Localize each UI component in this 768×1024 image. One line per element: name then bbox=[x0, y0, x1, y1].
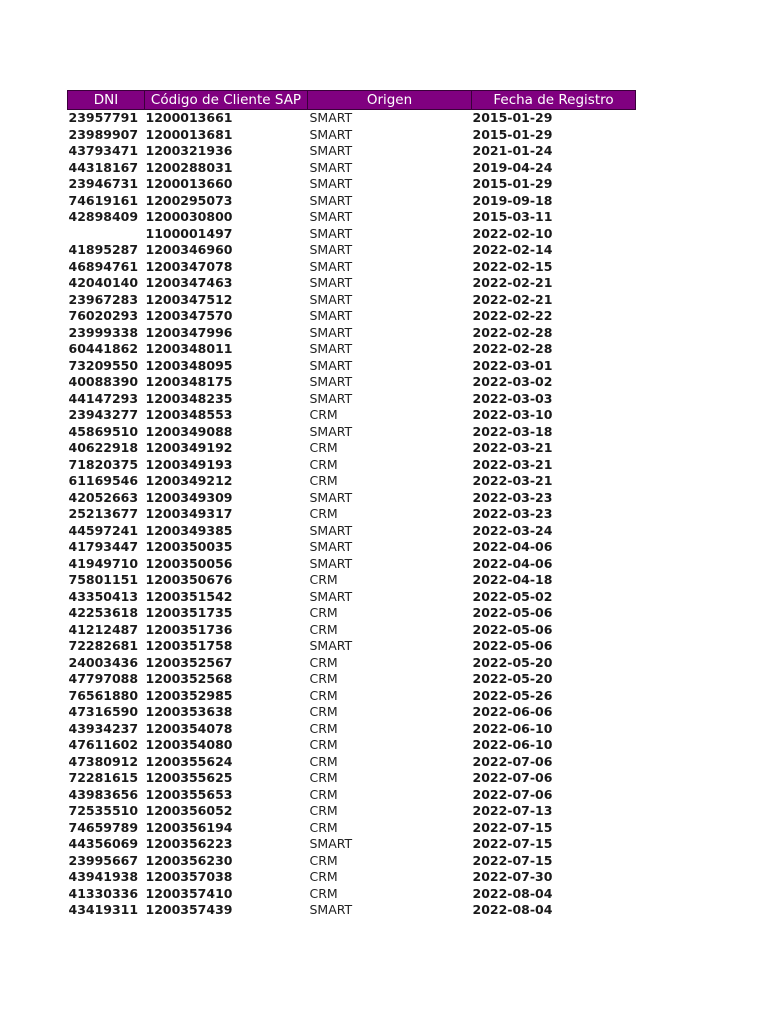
cell-codigo-cliente-sap: 1200352985 bbox=[145, 687, 233, 703]
cell-origen: CRM bbox=[309, 671, 338, 686]
cell-origen: CRM bbox=[309, 720, 338, 736]
cell-dni: 42052663 bbox=[68, 489, 139, 505]
cell-origen: SMART bbox=[309, 357, 353, 373]
cell-dni: 23989907 bbox=[68, 126, 139, 142]
cell-codigo-cliente-sap: 1200350676 bbox=[145, 572, 233, 587]
cell-dni: 43350413 bbox=[68, 588, 139, 604]
cell-origen: SMART bbox=[309, 126, 353, 142]
cell-codigo-cliente-sap: 1200349309 bbox=[145, 489, 233, 505]
cell-codigo-cliente-sap: 1200352568 bbox=[145, 671, 233, 686]
table-row bbox=[68, 770, 636, 787]
cell-codigo-cliente-sap: 1200349088 bbox=[145, 423, 233, 439]
cell-fecha-registro: 2022-05-06 bbox=[472, 638, 553, 653]
client-table bbox=[67, 90, 636, 919]
cell-dni: 74659789 bbox=[68, 819, 139, 835]
column-header-origen: Origen bbox=[308, 91, 472, 110]
cell-dni: 40622918 bbox=[68, 440, 139, 455]
cell-fecha-registro: 2022-05-20 bbox=[472, 654, 553, 670]
cell-fecha-registro: 2022-03-21 bbox=[472, 440, 553, 455]
cell-fecha-registro: 2022-03-23 bbox=[472, 489, 553, 505]
cell-origen: CRM bbox=[309, 621, 338, 637]
cell-origen: SMART bbox=[309, 489, 353, 505]
cell-codigo-cliente-sap: 1200346960 bbox=[145, 242, 233, 257]
cell-dni: 72281615 bbox=[68, 770, 139, 785]
cell-fecha-registro: 2022-07-13 bbox=[472, 803, 553, 818]
cell-dni: 44318167 bbox=[68, 159, 139, 175]
table-row bbox=[68, 176, 636, 193]
cell-fecha-registro: 2022-03-18 bbox=[472, 423, 553, 439]
cell-codigo-cliente-sap: 1200353638 bbox=[145, 704, 233, 719]
cell-fecha-registro: 2015-01-29 bbox=[472, 110, 553, 125]
cell-origen: SMART bbox=[309, 902, 353, 917]
cell-fecha-registro: 2022-07-06 bbox=[472, 753, 553, 769]
cell-codigo-cliente-sap: 1200348553 bbox=[145, 407, 233, 422]
table-row bbox=[68, 292, 636, 309]
table-row bbox=[68, 589, 636, 606]
cell-dni: 43941938 bbox=[68, 869, 139, 884]
cell-origen: SMART bbox=[309, 522, 353, 538]
cell-fecha-registro: 2022-02-14 bbox=[472, 242, 553, 257]
cell-fecha-registro: 2022-02-22 bbox=[472, 308, 553, 323]
table-row bbox=[68, 143, 636, 160]
table-row bbox=[68, 226, 636, 243]
cell-fecha-registro: 2022-02-21 bbox=[472, 291, 553, 307]
table-row bbox=[68, 110, 636, 127]
cell-fecha-registro: 2022-03-03 bbox=[472, 390, 553, 406]
cell-dni: 43419311 bbox=[68, 902, 139, 917]
cell-fecha-registro: 2022-03-23 bbox=[472, 506, 553, 521]
cell-dni: 43934237 bbox=[68, 720, 139, 736]
cell-fecha-registro: 2022-07-06 bbox=[472, 786, 553, 802]
cell-dni: 23946731 bbox=[68, 176, 139, 191]
column-header-dni: DNI bbox=[68, 91, 145, 110]
table-row bbox=[68, 902, 636, 919]
cell-dni: 43983656 bbox=[68, 786, 139, 802]
cell-origen: SMART bbox=[309, 209, 353, 224]
cell-dni: 71820375 bbox=[68, 456, 139, 472]
cell-dni: 76020293 bbox=[68, 308, 139, 323]
table-row bbox=[68, 308, 636, 325]
table-body bbox=[68, 110, 636, 919]
cell-origen: SMART bbox=[309, 638, 353, 653]
cell-codigo-cliente-sap: 1200347078 bbox=[145, 258, 233, 274]
cell-dni: 23967283 bbox=[68, 291, 139, 307]
cell-dni: 60441862 bbox=[68, 341, 139, 356]
cell-codigo-cliente-sap: 1200013681 bbox=[145, 126, 233, 142]
table-header bbox=[68, 91, 636, 110]
table-row bbox=[68, 209, 636, 226]
cell-dni: 41895287 bbox=[68, 242, 139, 257]
cell-origen: SMART bbox=[309, 275, 353, 290]
cell-origen: CRM bbox=[309, 456, 338, 472]
cell-fecha-registro: 2019-09-18 bbox=[472, 192, 553, 208]
cell-codigo-cliente-sap: 1200348175 bbox=[145, 374, 233, 389]
cell-origen: SMART bbox=[309, 390, 353, 406]
cell-origen: SMART bbox=[309, 539, 353, 554]
cell-dni: 41949710 bbox=[68, 555, 139, 571]
header-row bbox=[68, 91, 636, 110]
cell-fecha-registro: 2022-03-02 bbox=[472, 374, 553, 389]
cell-fecha-registro: 2022-05-26 bbox=[472, 687, 553, 703]
cell-codigo-cliente-sap: 1200354078 bbox=[145, 720, 233, 736]
cell-codigo-cliente-sap: 1200356223 bbox=[145, 836, 233, 851]
cell-fecha-registro: 2015-01-29 bbox=[472, 176, 553, 191]
cell-codigo-cliente-sap: 1200354080 bbox=[145, 737, 233, 752]
cell-fecha-registro: 2022-06-06 bbox=[472, 704, 553, 719]
table-row bbox=[68, 671, 636, 688]
cell-codigo-cliente-sap: 1200351758 bbox=[145, 638, 233, 653]
cell-fecha-registro: 2022-07-30 bbox=[472, 869, 553, 884]
cell-dni: 74619161 bbox=[68, 192, 139, 208]
cell-fecha-registro: 2022-02-28 bbox=[472, 341, 553, 356]
cell-codigo-cliente-sap: 1200350056 bbox=[145, 555, 233, 571]
cell-codigo-cliente-sap: 1200355625 bbox=[145, 770, 233, 785]
table-row bbox=[68, 374, 636, 391]
table-row bbox=[68, 853, 636, 870]
cell-codigo-cliente-sap: 1200350035 bbox=[145, 539, 233, 554]
cell-origen: CRM bbox=[309, 852, 338, 868]
table-row bbox=[68, 473, 636, 490]
cell-dni: 42898409 bbox=[68, 209, 139, 224]
cell-dni: 23999338 bbox=[68, 324, 139, 340]
cell-codigo-cliente-sap: 1200357038 bbox=[145, 869, 233, 884]
cell-dni: 43793471 bbox=[68, 143, 139, 158]
cell-fecha-registro: 2022-07-15 bbox=[472, 836, 553, 851]
cell-fecha-registro: 2022-04-18 bbox=[472, 572, 553, 587]
cell-origen: CRM bbox=[309, 737, 338, 752]
cell-codigo-cliente-sap: 1200347570 bbox=[145, 308, 233, 323]
cell-origen: SMART bbox=[309, 159, 353, 175]
column-header-codigo-cliente-sap: Código de Cliente SAP bbox=[145, 91, 308, 110]
cell-codigo-cliente-sap: 1200356194 bbox=[145, 819, 233, 835]
cell-codigo-cliente-sap: 1200349192 bbox=[145, 440, 233, 455]
cell-origen: CRM bbox=[309, 885, 338, 901]
cell-fecha-registro: 2022-05-06 bbox=[472, 605, 553, 620]
cell-dni: 44597241 bbox=[68, 522, 139, 538]
table-row bbox=[68, 523, 636, 540]
table-row bbox=[68, 242, 636, 259]
cell-origen: CRM bbox=[309, 704, 338, 719]
table-row bbox=[68, 704, 636, 721]
table-row bbox=[68, 325, 636, 342]
table-row bbox=[68, 407, 636, 424]
cell-dni: 72282681 bbox=[68, 638, 139, 653]
cell-fecha-registro: 2022-02-28 bbox=[472, 324, 553, 340]
cell-origen: CRM bbox=[309, 869, 338, 884]
cell-origen: CRM bbox=[309, 803, 338, 818]
cell-origen: CRM bbox=[309, 687, 338, 703]
cell-codigo-cliente-sap: 1200348095 bbox=[145, 357, 233, 373]
cell-origen: CRM bbox=[309, 819, 338, 835]
table-row bbox=[68, 490, 636, 507]
cell-fecha-registro: 2019-04-24 bbox=[472, 159, 553, 175]
table-row bbox=[68, 688, 636, 705]
cell-origen: CRM bbox=[309, 770, 338, 785]
cell-codigo-cliente-sap: 1200351542 bbox=[145, 588, 233, 604]
cell-codigo-cliente-sap: 1200356230 bbox=[145, 852, 233, 868]
cell-dni: 72535510 bbox=[68, 803, 139, 818]
cell-dni: 41330336 bbox=[68, 885, 139, 901]
cell-fecha-registro: 2022-07-15 bbox=[472, 852, 553, 868]
cell-origen: SMART bbox=[309, 242, 353, 257]
cell-codigo-cliente-sap: 1100001497 bbox=[145, 225, 233, 241]
table-row bbox=[68, 605, 636, 622]
cell-fecha-registro: 2022-03-01 bbox=[472, 357, 553, 373]
cell-fecha-registro: 2022-07-06 bbox=[472, 770, 553, 785]
table-row bbox=[68, 820, 636, 837]
cell-origen: SMART bbox=[309, 291, 353, 307]
column-header-fecha-registro: Fecha de Registro bbox=[472, 91, 636, 110]
cell-codigo-cliente-sap: 1200349317 bbox=[145, 506, 233, 521]
cell-codigo-cliente-sap: 1200349193 bbox=[145, 456, 233, 472]
cell-fecha-registro: 2022-02-10 bbox=[472, 225, 553, 241]
cell-origen: SMART bbox=[309, 143, 353, 158]
cell-fecha-registro: 2022-04-06 bbox=[472, 555, 553, 571]
table-row bbox=[68, 457, 636, 474]
cell-codigo-cliente-sap: 1200355653 bbox=[145, 786, 233, 802]
cell-dni: 61169546 bbox=[68, 473, 139, 488]
cell-origen: CRM bbox=[309, 440, 338, 455]
cell-origen: SMART bbox=[309, 836, 353, 851]
cell-fecha-registro: 2022-08-04 bbox=[472, 885, 553, 901]
table-row bbox=[68, 556, 636, 573]
cell-codigo-cliente-sap: 1200357439 bbox=[145, 902, 233, 917]
table-row bbox=[68, 754, 636, 771]
cell-origen: SMART bbox=[309, 225, 353, 241]
cell-codigo-cliente-sap: 1200351736 bbox=[145, 621, 233, 637]
cell-codigo-cliente-sap: 1200352567 bbox=[145, 654, 233, 670]
table-row bbox=[68, 622, 636, 639]
cell-origen: SMART bbox=[309, 374, 353, 389]
cell-origen: CRM bbox=[309, 572, 338, 587]
cell-fecha-registro: 2022-02-21 bbox=[472, 275, 553, 290]
table-row bbox=[68, 803, 636, 820]
cell-origen: SMART bbox=[309, 192, 353, 208]
cell-dni: 23957791 bbox=[68, 110, 139, 125]
cell-codigo-cliente-sap: 1200349385 bbox=[145, 522, 233, 538]
cell-dni: 41212487 bbox=[68, 621, 139, 637]
cell-codigo-cliente-sap: 1200356052 bbox=[145, 803, 233, 818]
cell-origen: SMART bbox=[309, 110, 353, 125]
cell-codigo-cliente-sap: 1200351735 bbox=[145, 605, 233, 620]
cell-fecha-registro: 2022-06-10 bbox=[472, 720, 553, 736]
cell-origen: CRM bbox=[309, 654, 338, 670]
cell-fecha-registro: 2022-03-21 bbox=[472, 473, 553, 488]
cell-dni: 25213677 bbox=[68, 506, 139, 521]
cell-origen: SMART bbox=[309, 588, 353, 604]
cell-origen: SMART bbox=[309, 176, 353, 191]
cell-origen: SMART bbox=[309, 258, 353, 274]
table-row bbox=[68, 424, 636, 441]
table-row bbox=[68, 869, 636, 886]
cell-origen: CRM bbox=[309, 786, 338, 802]
cell-origen: CRM bbox=[309, 605, 338, 620]
table-row bbox=[68, 886, 636, 903]
cell-dni: 75801151 bbox=[68, 572, 139, 587]
cell-fecha-registro: 2022-05-02 bbox=[472, 588, 553, 604]
cell-fecha-registro: 2022-07-15 bbox=[472, 819, 553, 835]
cell-dni: 23943277 bbox=[68, 407, 139, 422]
cell-origen: CRM bbox=[309, 753, 338, 769]
cell-dni: 23995667 bbox=[68, 852, 139, 868]
cell-origen: SMART bbox=[309, 308, 353, 323]
cell-origen: CRM bbox=[309, 506, 338, 521]
cell-codigo-cliente-sap: 1200357410 bbox=[145, 885, 233, 901]
cell-codigo-cliente-sap: 1200349212 bbox=[145, 473, 233, 488]
table-row bbox=[68, 341, 636, 358]
table-row bbox=[68, 391, 636, 408]
cell-dni: 47316590 bbox=[68, 704, 139, 719]
cell-codigo-cliente-sap: 1200347512 bbox=[145, 291, 233, 307]
table-row bbox=[68, 721, 636, 738]
cell-fecha-registro: 2022-04-06 bbox=[472, 539, 553, 554]
cell-codigo-cliente-sap: 1200348011 bbox=[145, 341, 233, 356]
cell-codigo-cliente-sap: 1200288031 bbox=[145, 159, 233, 175]
cell-fecha-registro: 2022-02-15 bbox=[472, 258, 553, 274]
table-row bbox=[68, 572, 636, 589]
cell-dni: 44356069 bbox=[68, 836, 139, 851]
cell-fecha-registro: 2022-08-04 bbox=[472, 902, 553, 917]
table-row bbox=[68, 193, 636, 210]
cell-fecha-registro: 2021-01-24 bbox=[472, 143, 553, 158]
cell-fecha-registro: 2022-05-06 bbox=[472, 621, 553, 637]
cell-dni: 73209550 bbox=[68, 357, 139, 373]
cell-dni: 40088390 bbox=[68, 374, 139, 389]
cell-origen: SMART bbox=[309, 324, 353, 340]
cell-fecha-registro: 2022-03-21 bbox=[472, 456, 553, 472]
cell-dni: 44147293 bbox=[68, 390, 139, 406]
cell-codigo-cliente-sap: 1200347463 bbox=[145, 275, 233, 290]
cell-codigo-cliente-sap: 1200013660 bbox=[145, 176, 233, 191]
cell-fecha-registro: 2022-03-24 bbox=[472, 522, 553, 538]
cell-codigo-cliente-sap: 1200030800 bbox=[145, 209, 233, 224]
table-row bbox=[68, 539, 636, 556]
cell-codigo-cliente-sap: 1200347996 bbox=[145, 324, 233, 340]
cell-codigo-cliente-sap: 1200348235 bbox=[145, 390, 233, 406]
cell-dni: 47611602 bbox=[68, 737, 139, 752]
table-row bbox=[68, 440, 636, 457]
cell-dni: 41793447 bbox=[68, 539, 139, 554]
table-row bbox=[68, 655, 636, 672]
cell-dni bbox=[68, 226, 145, 243]
cell-codigo-cliente-sap: 1200013661 bbox=[145, 110, 233, 125]
cell-origen: SMART bbox=[309, 555, 353, 571]
cell-origen: CRM bbox=[309, 407, 338, 422]
cell-fecha-registro: 2022-06-10 bbox=[472, 737, 553, 752]
cell-origen: SMART bbox=[309, 341, 353, 356]
cell-dni: 42253618 bbox=[68, 605, 139, 620]
table-row bbox=[68, 259, 636, 276]
cell-codigo-cliente-sap: 1200295073 bbox=[145, 192, 233, 208]
table-row bbox=[68, 787, 636, 804]
cell-fecha-registro: 2015-03-11 bbox=[472, 209, 553, 224]
cell-dni: 42040140 bbox=[68, 275, 139, 290]
table-row bbox=[68, 836, 636, 853]
table-row bbox=[68, 275, 636, 292]
cell-fecha-registro: 2015-01-29 bbox=[472, 126, 553, 142]
cell-origen: CRM bbox=[309, 473, 338, 488]
cell-dni: 47380912 bbox=[68, 753, 139, 769]
cell-codigo-cliente-sap: 1200355624 bbox=[145, 753, 233, 769]
table-row bbox=[68, 127, 636, 144]
cell-origen: SMART bbox=[309, 423, 353, 439]
cell-dni: 47797088 bbox=[68, 671, 139, 686]
table-row bbox=[68, 160, 636, 177]
cell-codigo-cliente-sap: 1200321936 bbox=[145, 143, 233, 158]
table-row bbox=[68, 506, 636, 523]
cell-fecha-registro: 2022-05-20 bbox=[472, 671, 553, 686]
cell-dni: 45869510 bbox=[68, 423, 139, 439]
table-row bbox=[68, 737, 636, 754]
table-row bbox=[68, 358, 636, 375]
table-row bbox=[68, 638, 636, 655]
cell-dni: 46894761 bbox=[68, 258, 139, 274]
cell-fecha-registro: 2022-03-10 bbox=[472, 407, 553, 422]
cell-dni: 76561880 bbox=[68, 687, 139, 703]
cell-dni: 24003436 bbox=[68, 654, 139, 670]
